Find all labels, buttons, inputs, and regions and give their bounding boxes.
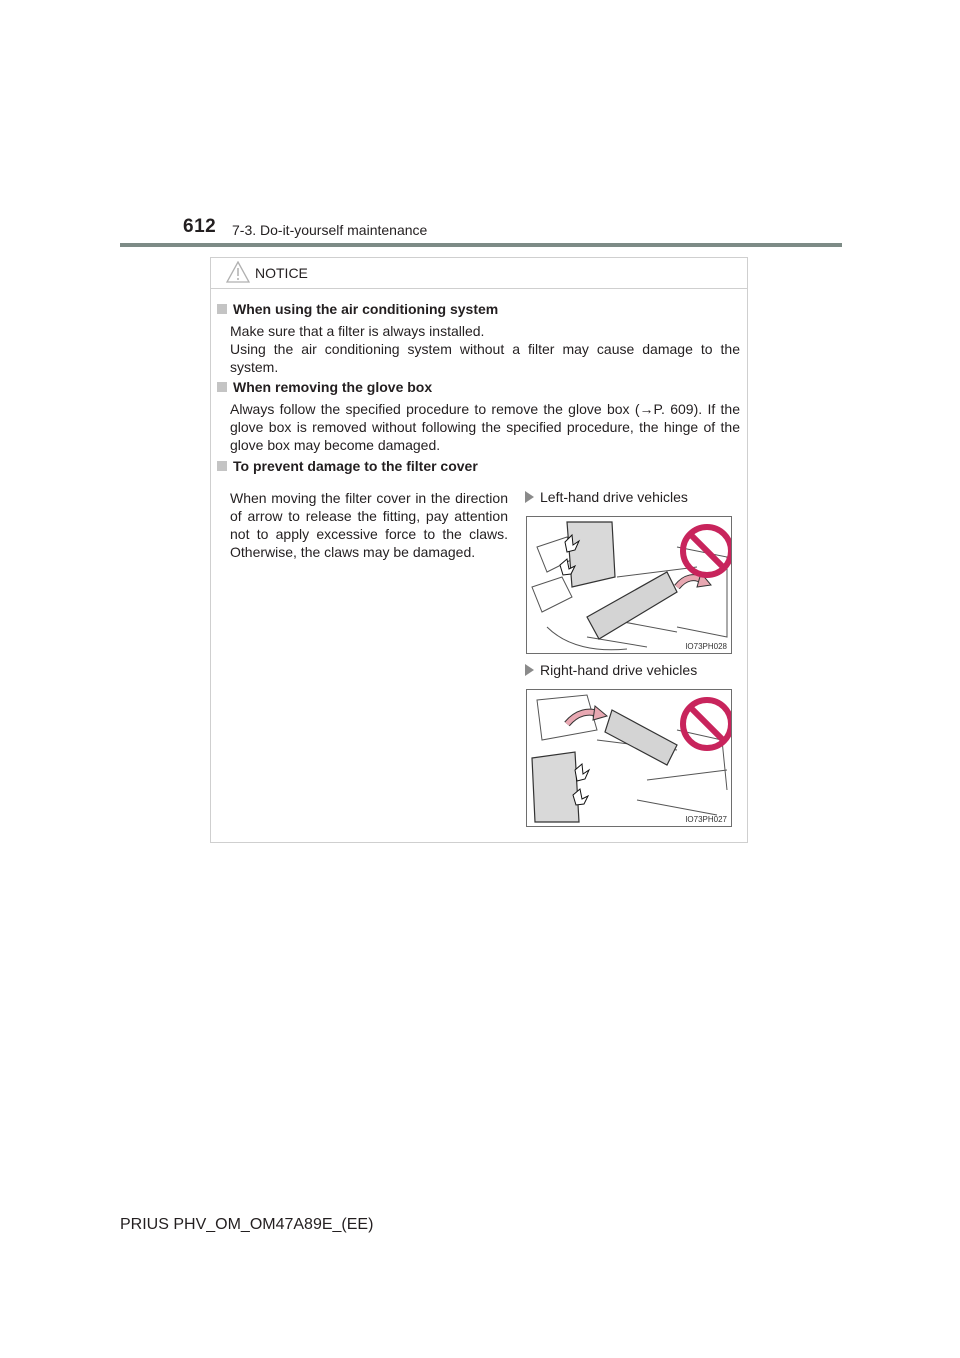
filter-cover-illustration <box>527 517 732 654</box>
illustration-right-hand-drive <box>526 689 732 827</box>
document-id: PRIUS PHV_OM_OM47A89E_(EE) <box>120 1216 374 1233</box>
filter-cover-illustration <box>527 690 732 827</box>
page-number: 612 <box>183 216 217 237</box>
label-left-hand-drive: Left-hand drive vehicles <box>525 489 688 505</box>
section-text-glove-box <box>230 400 740 454</box>
section-text-filter-cover: When moving the filter cover in the direction of arrow to release the fitting, pay attention not to apply excessive force to the claws. Otherwise, the claws may be damaged. <box>230 490 508 560</box>
triangle-bullet-icon <box>525 664 534 676</box>
notice-title: NOTICE <box>255 265 308 281</box>
warning-icon <box>226 261 250 288</box>
illustration-left-hand-drive <box>526 516 732 654</box>
text-line: Always follow the specified procedure to remove the glove box (→P. 609). If the glove box is removed without following the specified procedure, the hinge of the glove box may become damaged. <box>230 401 740 453</box>
notice-box <box>210 257 748 843</box>
triangle-bullet-icon <box>525 491 534 503</box>
section-heading-ac: When using the air conditioning system <box>217 301 498 317</box>
section-heading-filter-cover: To prevent damage to the filter cover <box>217 458 478 474</box>
section-text-ac <box>230 322 740 376</box>
text-line: Using the air conditioning system without a filter may cause damage to the system. <box>230 341 740 375</box>
section-heading-glove-box: When removing the glove box <box>217 379 432 395</box>
square-bullet-icon <box>217 382 227 392</box>
square-bullet-icon <box>217 304 227 314</box>
header-divider <box>120 243 842 247</box>
text-line: Make sure that a filter is always installed. <box>230 323 485 339</box>
illustration-code: IO73PH027 <box>685 815 727 824</box>
illustration-code: IO73PH028 <box>685 642 727 651</box>
section-title: 7-3. Do-it-yourself maintenance <box>232 222 428 238</box>
notice-header <box>211 258 747 289</box>
label-right-hand-drive: Right-hand drive vehicles <box>525 662 697 678</box>
square-bullet-icon <box>217 461 227 471</box>
